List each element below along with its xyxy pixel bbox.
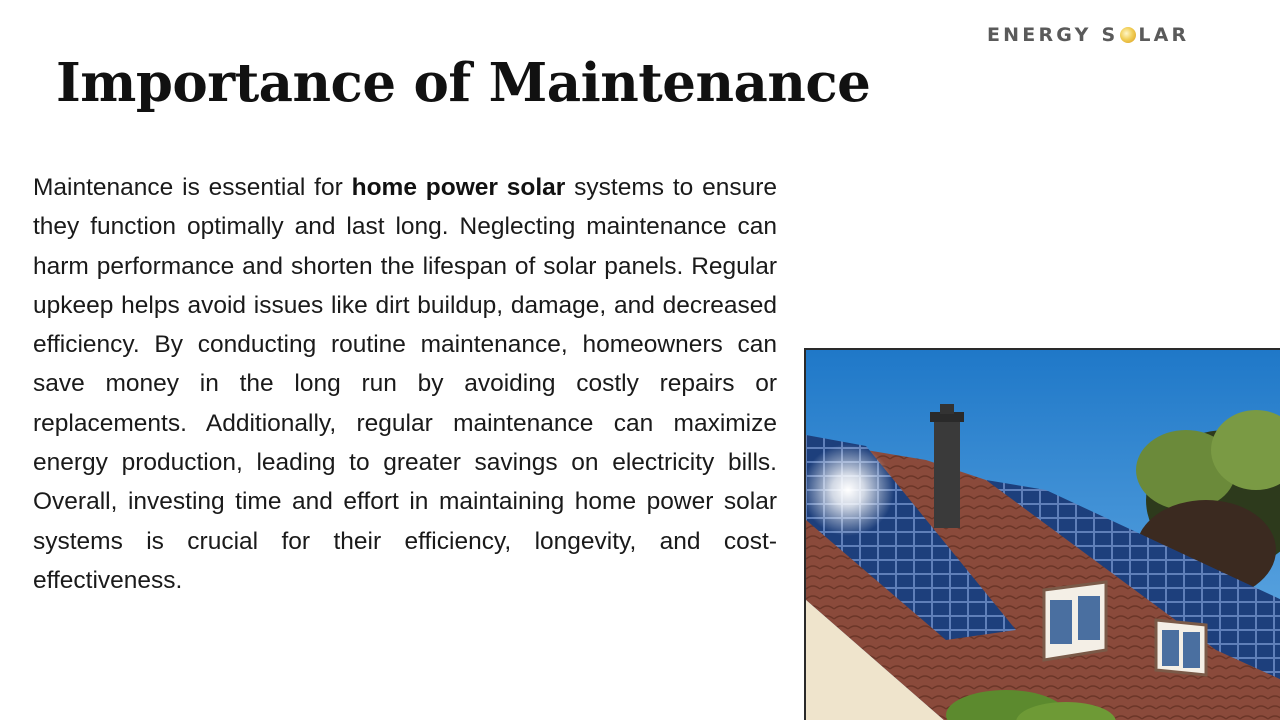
window-1 [1044, 582, 1106, 660]
paragraph-text-start: Maintenance is essential for [33, 174, 352, 201]
paragraph-bold-phrase: home power solar [351, 174, 566, 201]
sun-glare [806, 444, 894, 536]
solar-roof-photo [804, 348, 1280, 720]
slide-title: Importance of Maintenance [56, 52, 871, 114]
brand-logo [987, 24, 1189, 46]
chimney [930, 404, 964, 528]
window-2 [1156, 620, 1206, 675]
body-paragraph [33, 168, 777, 600]
sun-icon [1120, 27, 1136, 43]
brand-logo-left: ENERGY S [987, 24, 1119, 46]
brand-logo-right: LAR [1138, 24, 1190, 46]
paragraph-text-rest: systems to ensure they function optimally and last long. Neglecting maintenance can harm performance and shorten the lifespan of solar panels. Regular upkeep helps avoid issues like dirt buildup, damage, and decreased efficiency. By conducting routine maintenance, homeowners can save money in the long run by avoiding costly repairs or replacements. Additionally, regular maintenance can maximize energy production, leading to greater savings on electricity bills. Overall, investing time and effort in maintaining home power solar systems is crucial for their efficiency, longevity, and cost-effectiveness. [33, 174, 778, 594]
